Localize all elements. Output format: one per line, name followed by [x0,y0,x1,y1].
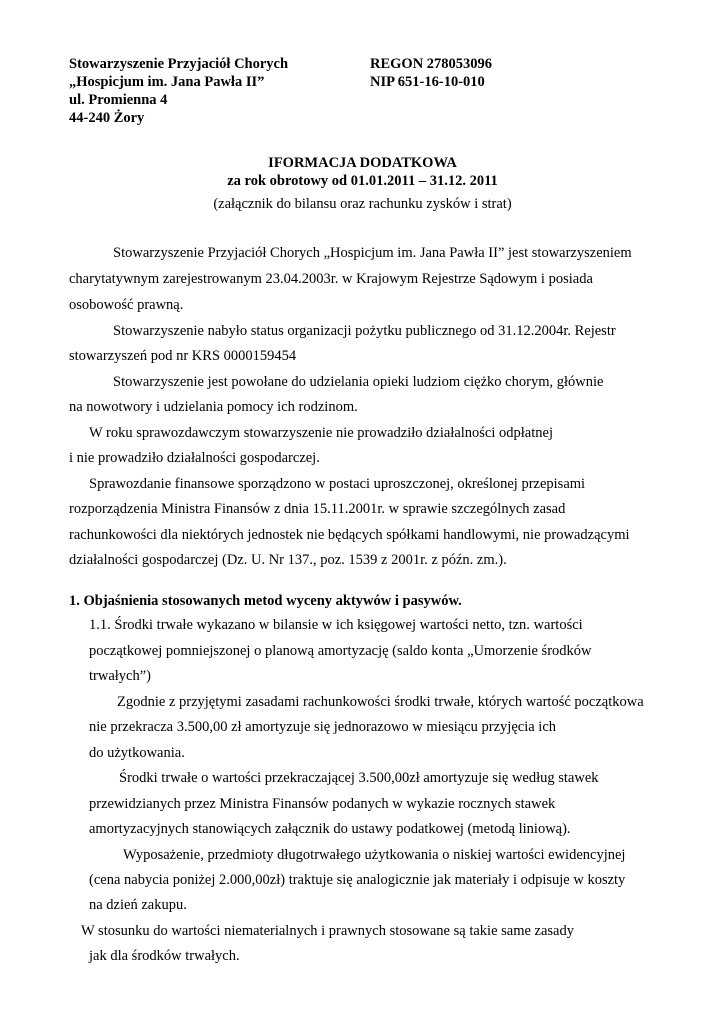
s15-line1: W stosunku do wartości niematerialnych i prawnych stosowane są takie same zasady [81,923,574,939]
s14-line2: (cena nabycia poniżej 2.000,00zł) traktuje się analogicznie jak materiały i odpisuje w koszty [89,872,626,888]
org-name-line1: Stowarzyszenie Przyjaciół Chorych [69,56,289,72]
intro-p5-line2: rozporządzenia Ministra Finansów z dnia 15.11.2001r. w sprawie szczególnych zasad [69,501,566,517]
s11-line1: 1.1. Środki trwałe wykazano w bilansie w ich księgowej wartości netto, tzn. wartości [89,617,583,633]
section1-heading: 1. Objaśnienia stosowanych metod wyceny aktywów i pasywów. [69,593,462,609]
intro-p1-line1: Stowarzyszenie Przyjaciół Chorych „Hospicjum im. Jana Pawła II” jest stowarzyszeniem [113,245,632,261]
intro-p5-line3: rachunkowości dla niektórych jednostek nie będących spółkami handlowymi, nie prowadzącymi [69,527,630,543]
intro-p1-line3: osobowość prawną. [69,297,184,313]
document-subtitle: (załącznik do bilansu oraz rachunku zysków i strat) [213,196,512,212]
s13-line1: Środki trwałe o wartości przekraczającej 3.500,00zł amortyzuje się według stawek [119,770,599,786]
s13-line2: przewidzianych przez Ministra Finansów podanych w wykazie rocznych stawek [89,796,556,812]
intro-p4-line1: W roku sprawozdawczym stowarzyszenie nie prowadziło działalności odpłatnej [89,425,553,441]
address-city: 44-240 Żory [69,110,145,126]
intro-p1-line2: charytatywnym zarejestrowanym 23.04.2003r. w Krajowym Rejestrze Sądowym i posiada [69,271,593,287]
s15-line2: jak dla środków trwałych. [89,948,240,964]
document-title: IFORMACJA DODATKOWA [268,155,457,171]
intro-p3-line1: Stowarzyszenie jest powołane do udzielania opieki ludziom ciężko chorym, głównie [113,374,604,390]
address-street: ul. Promienna 4 [69,92,168,108]
s14-line3: na dzień zakupu. [89,897,187,913]
s12-line2: nie przekracza 3.500,00 zł amortyzuje się jednorazowo w miesiącu przyjęcia ich [89,719,557,735]
s11-line3: trwałych”) [89,668,151,684]
s13-line3: amortyzacyjnych stanowiących załącznik do ustawy podatkowej (metodą liniową). [89,821,571,837]
intro-p4-line2: i nie prowadziło działalności gospodarczej. [69,450,320,466]
intro-p2-line2: stowarzyszeń pod nr KRS 0000159454 [69,348,297,364]
s12-line1: Zgodnie z przyjętymi zasadami rachunkowości środki trwałe, których wartość początkowa [117,694,644,710]
intro-p5-line4: działalności gospodarczej (Dz. U. Nr 137., poz. 1539 z 2001r. z późn. zm.). [69,552,507,568]
s12-line3: do użytkowania. [89,745,185,761]
document-period: za rok obrotowy od 01.01.2011 – 31.12. 2011 [227,173,498,189]
s14-line1: Wyposażenie, przedmioty długotrwałego użytkowania o niskiej wartości ewidencyjnej [123,847,626,863]
s11-line2: początkowej pomniejszonej o planową amortyzację (saldo konta „Umorzenie środków [89,643,592,659]
intro-p2-line1: Stowarzyszenie nabyło status organizacji pożytku publicznego od 31.12.2004r. Rejestr [113,323,616,339]
nip-number: NIP 651-16-10-010 [370,74,485,90]
org-name-line2: „Hospicjum im. Jana Pawła II” [69,74,265,90]
intro-p5-line1: Sprawozdanie finansowe sporządzono w postaci uproszczonej, określonej przepisami [89,476,586,492]
regon-number: REGON 278053096 [370,56,493,72]
intro-p3-line2: na nowotwory i udzielania pomocy ich rodzinom. [69,399,358,415]
